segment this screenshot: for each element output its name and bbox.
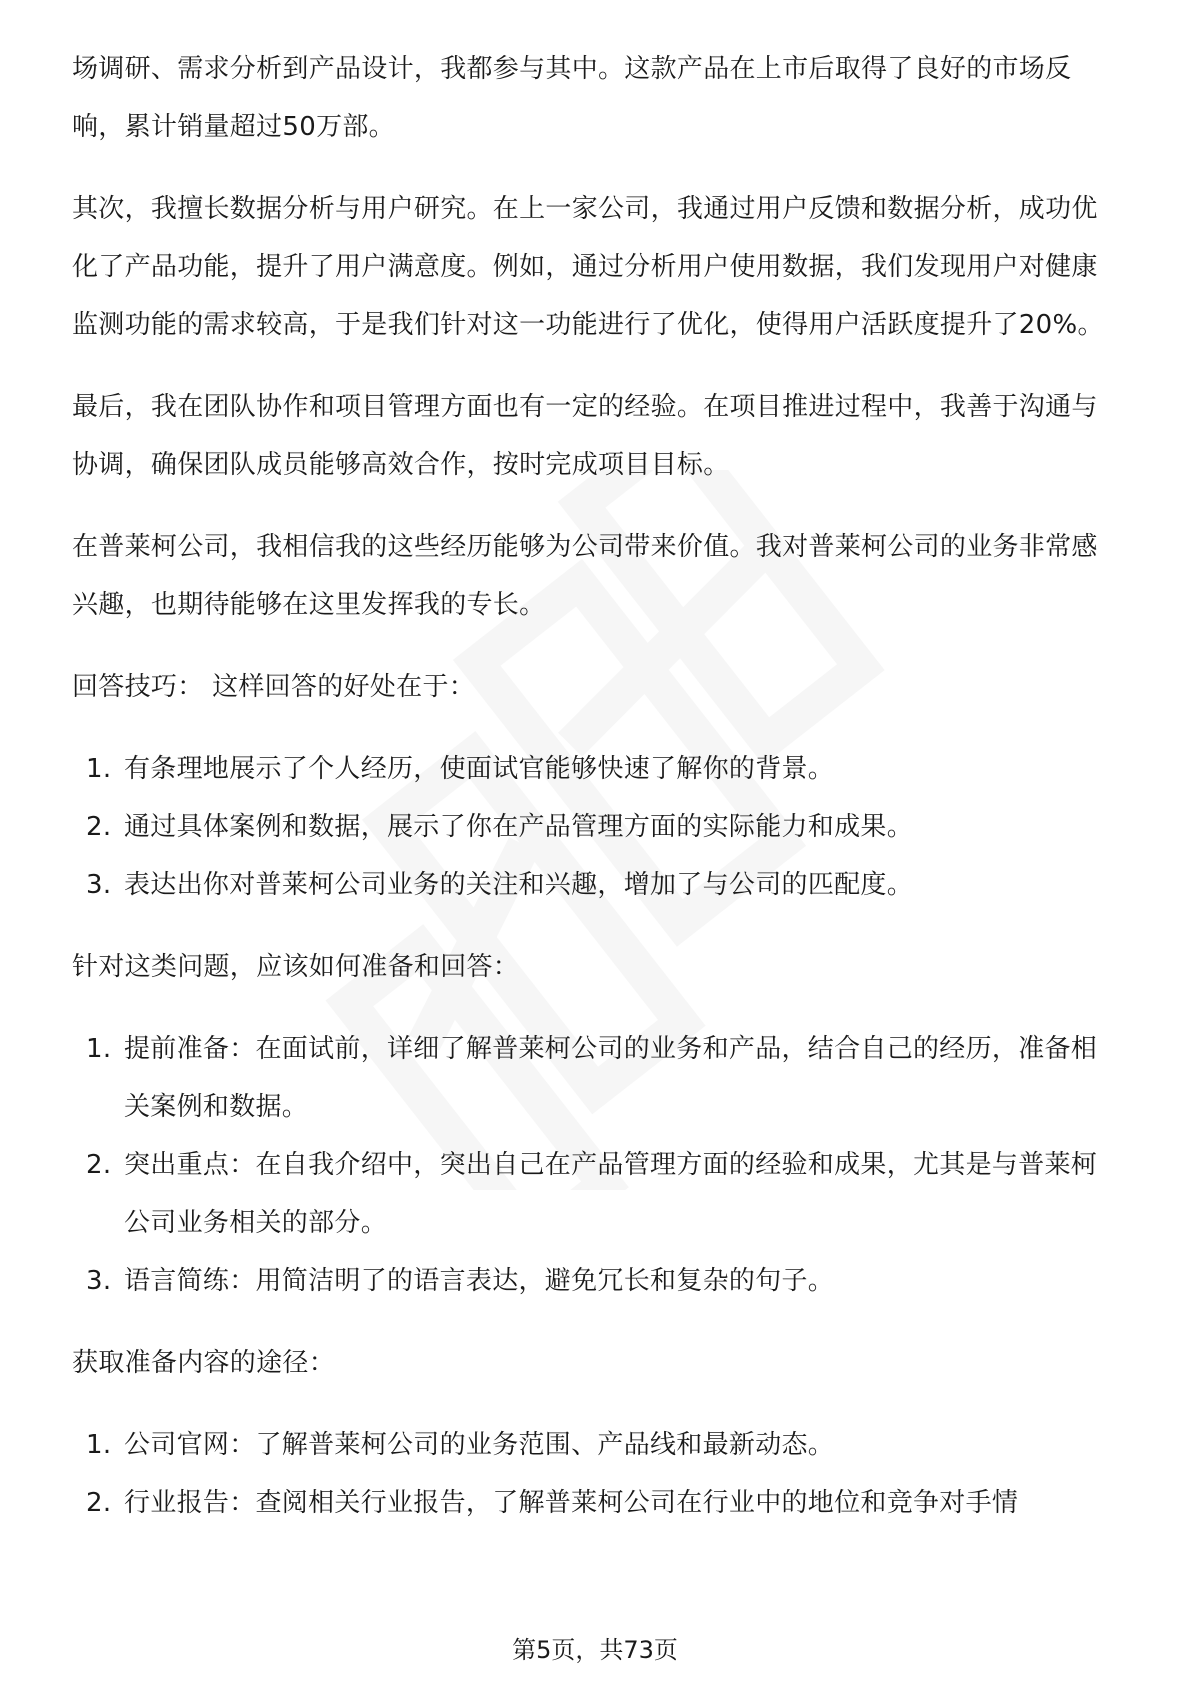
list-item	[72, 798, 1112, 856]
list-item-text: 通过具体案例和数据，展示了你在产品管理方面的实际能力和成果。	[124, 812, 914, 842]
list-item	[72, 1416, 1112, 1474]
list-item	[72, 1252, 1112, 1310]
paragraph-data-analysis: 其次，我擅长数据分析与用户研究。在上一家公司，我通过用户反馈和数据分析，成功优化了产品功能，提升了用户满意度。例如，通过分析用户使用数据，我们发现用户对健康监测功能的需求较高，于是我们针对这一功能进行了优化，使得用户活跃度提升了20%。	[72, 194, 1104, 340]
list-item-text: 表达出你对普莱柯公司业务的关注和兴趣，增加了与公司的匹配度。	[124, 870, 914, 900]
sources-list	[72, 1416, 1112, 1532]
page-number-footer: 第5页，共73页	[512, 1636, 678, 1664]
list-item-text: 提前准备：在面试前，详细了解普莱柯公司的业务和产品，结合自己的经历，准备相关案例和数据。	[124, 1034, 1098, 1122]
list-item-text: 有条理地展示了个人经历，使面试官能够快速了解你的背景。	[124, 754, 835, 784]
list-item-number: 1.	[86, 754, 112, 784]
sources-heading: 获取准备内容的途径：	[72, 1348, 336, 1378]
list-item-number: 1.	[86, 1034, 112, 1064]
paragraph-experience: 场调研、需求分析到产品设计，我都参与其中。这款产品在上市后取得了良好的市场反响，累计销量超过50万部。	[72, 54, 1072, 142]
prepare-list	[72, 1020, 1112, 1310]
tips-heading: 回答技巧： 这样回答的好处在于：	[72, 672, 476, 702]
list-item-number: 2.	[86, 1488, 112, 1518]
list-item-text: 行业报告：查阅相关行业报告，了解普莱柯公司在行业中的地位和竞争对手情	[124, 1488, 1019, 1518]
list-item-text: 语言简练：用简洁明了的语言表达，避免冗长和复杂的句子。	[124, 1266, 835, 1296]
list-item-text: 突出重点：在自我介绍中，突出自己在产品管理方面的经验和成果，尤其是与普莱柯公司业务相关的部分。	[124, 1150, 1098, 1238]
prepare-heading: 针对这类问题，应该如何准备和回答：	[72, 952, 520, 982]
tips-list	[72, 740, 1112, 914]
list-item-number: 2.	[86, 1150, 112, 1180]
paragraph-company-value: 在普莱柯公司，我相信我的这些经历能够为公司带来价值。我对普莱柯公司的业务非常感兴趣，也期待能够在这里发挥我的专长。	[72, 532, 1098, 620]
list-item-number: 2.	[86, 812, 112, 842]
paragraph-teamwork: 最后，我在团队协作和项目管理方面也有一定的经验。在项目推进过程中，我善于沟通与协调，确保团队成员能够高效合作，按时完成项目目标。	[72, 392, 1098, 480]
list-item	[72, 740, 1112, 798]
document-body	[72, 40, 1112, 1556]
list-item	[72, 1474, 1112, 1532]
list-item	[72, 1020, 1112, 1136]
list-item-number: 1.	[86, 1430, 112, 1460]
list-item-text: 公司官网：了解普莱柯公司的业务范围、产品线和最新动态。	[124, 1430, 835, 1460]
list-item	[72, 856, 1112, 914]
list-item-number: 3.	[86, 1266, 112, 1296]
list-item	[72, 1136, 1112, 1252]
list-item-number: 3.	[86, 870, 112, 900]
